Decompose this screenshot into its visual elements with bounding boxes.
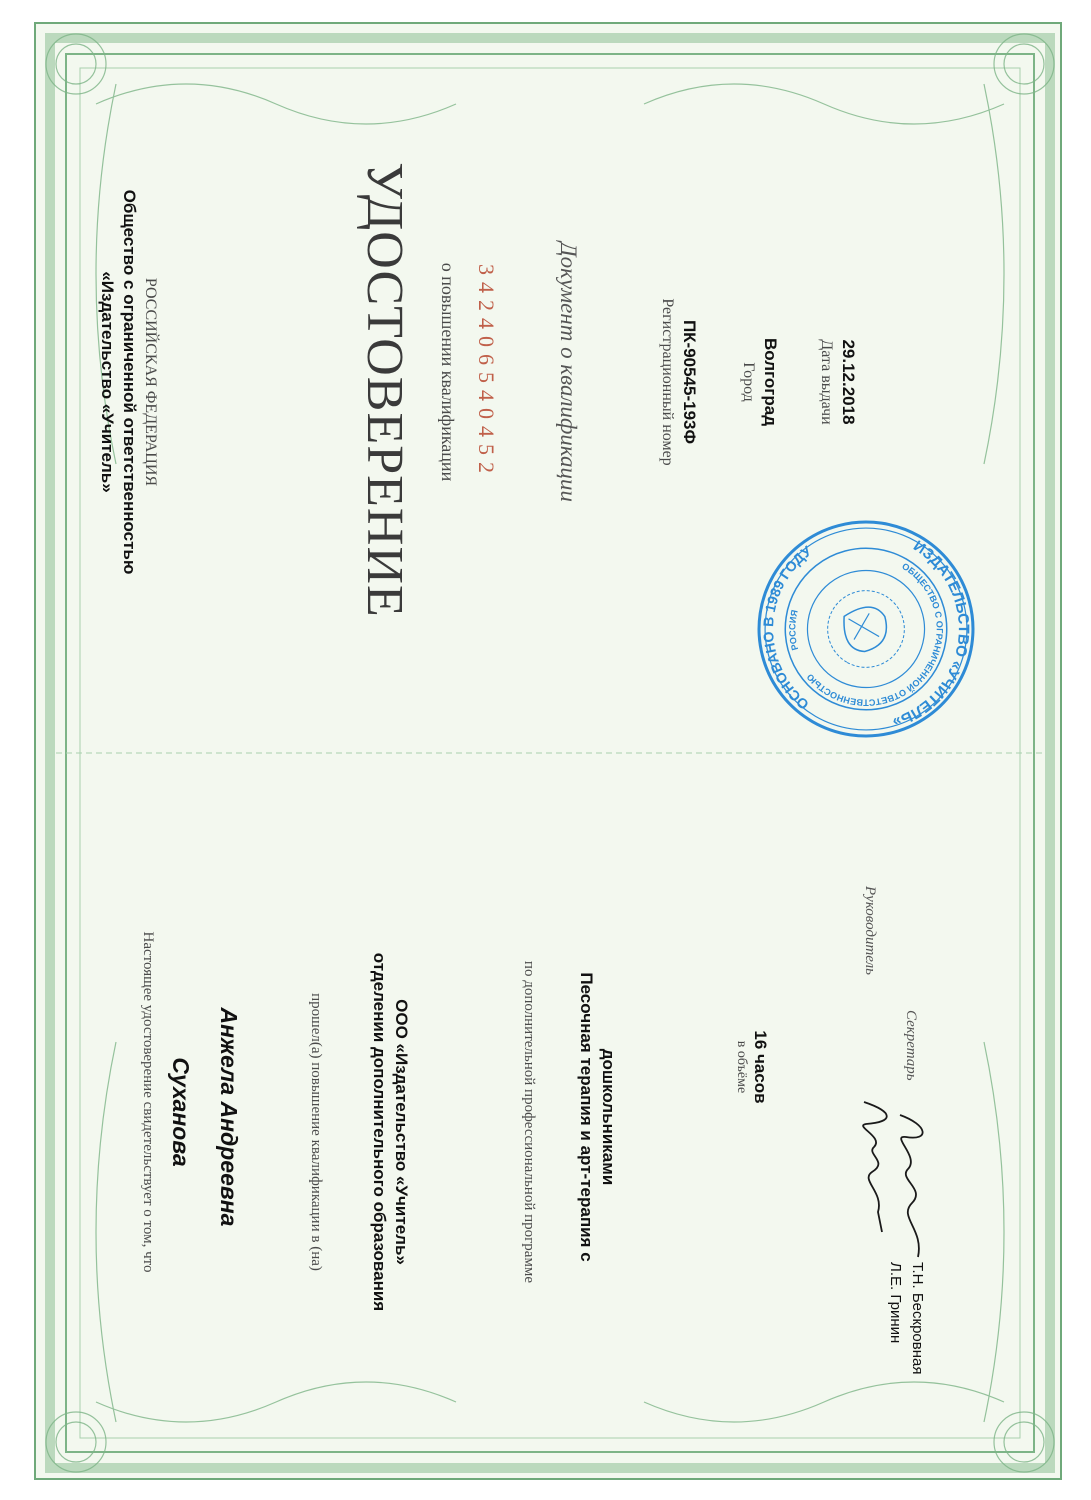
document-type: Документ о квалификации (556, 241, 581, 503)
intro-text: Настоящее удостоверение свидетельствует о том, что (140, 931, 156, 1273)
official-stamp (755, 518, 977, 740)
document-subtitle: о повышении квалификации (438, 262, 458, 482)
program-label: по дополнительной профессиональной программе (521, 960, 537, 1284)
stamp-outer-text: ИЗДАТЕЛЬСТВО «УЧИТЕЛЬ» (890, 537, 972, 731)
passed-text: прошел(а) повышение квалификации в (на) (308, 993, 324, 1271)
issue-date: 29.12.2018 (839, 339, 858, 425)
head-label: Руководитель (862, 886, 878, 975)
stamp-country-text: РОССИЯ (787, 608, 801, 652)
city-label: Город (740, 362, 757, 402)
registration-label: Регистрационный номер (659, 298, 676, 466)
stamp-inner-text: ОБЩЕСТВО С ОГРАНИЧЕННОЙ ОТВЕТСТВЕННОСТЬЮ (804, 560, 945, 708)
recipient-given-names: Анжела Андреевна (216, 1007, 242, 1227)
secretary-signature (882, 1107, 942, 1267)
serial-number: 342406540452 (474, 264, 499, 480)
issue-date-label: Дата выдачи (818, 339, 835, 425)
secretary-label: Секретарь (903, 1010, 919, 1081)
volume-value: 16 часов (751, 1030, 770, 1104)
institution-line1: отделении дополнительного образования (370, 952, 389, 1312)
stamp-bottom-text: ОСНОВАНО В 1989 ГОДУ (760, 542, 815, 713)
institution-line2: ООО «Издательство «Учитель» (392, 999, 411, 1265)
recipient-surname: Суханова (168, 1057, 194, 1167)
org-name-line1: Общество с ограниченной ответственностью (120, 189, 139, 575)
country-label: РОССИЙСКАЯ ФЕДЕРАЦИЯ (142, 277, 159, 487)
secretary-name: Т.Н. Бескровная (909, 1262, 926, 1375)
program-title-line1: Песочная терапия и арт-терапия с (577, 972, 596, 1262)
volume-label: в объёме (734, 1040, 749, 1094)
document-title: УДОСТОВЕРЕНИЕ (356, 162, 413, 618)
certificate-content (44, 42, 1054, 1462)
registration-number: ПК-90545-193Ф (680, 319, 699, 445)
head-name: Л.Е. Гринин (887, 1262, 904, 1344)
city-value: Волгоград (761, 338, 780, 426)
org-name-line2: «Издательство «Учитель» (98, 271, 117, 493)
program-title-line2: дошкольниками (599, 1048, 618, 1186)
